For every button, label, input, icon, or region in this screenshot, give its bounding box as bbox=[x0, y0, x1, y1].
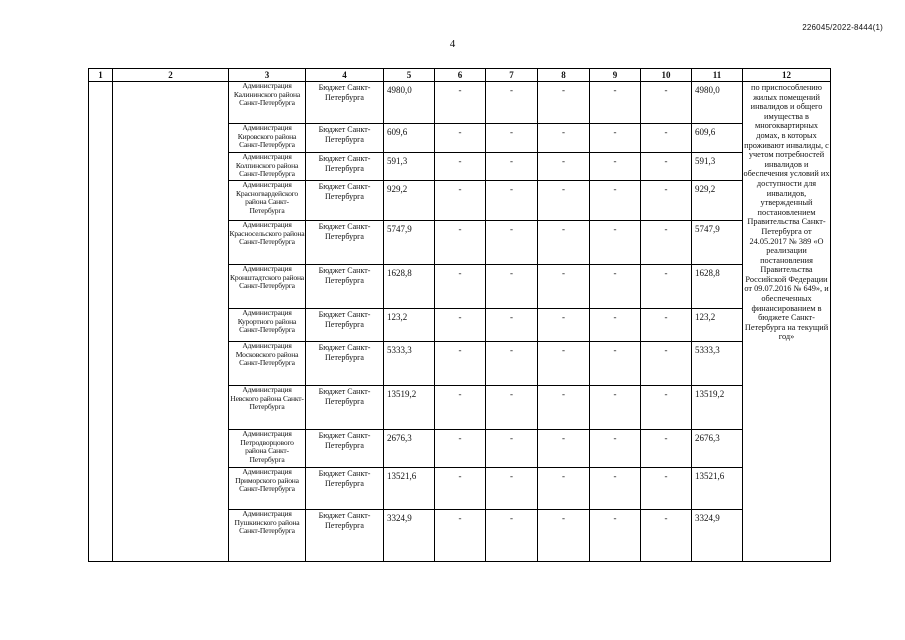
dash-cell: - bbox=[590, 386, 641, 430]
dash-cell: - bbox=[590, 342, 641, 386]
org-cell: Администрация Красногвардейского района Санкт-Петербурга bbox=[229, 181, 306, 221]
dash-cell: - bbox=[486, 181, 538, 221]
dash-cell: - bbox=[590, 82, 641, 124]
dash-cell: - bbox=[538, 82, 590, 124]
amount-cell: 5747,9 bbox=[384, 221, 435, 265]
dash-cell: - bbox=[435, 221, 486, 265]
org-cell: Администрация Кронштадтского района Санкт-Петербурга bbox=[229, 265, 306, 309]
budget-table bbox=[88, 68, 831, 562]
source-cell: Бюджет Санкт-Петербурга bbox=[306, 468, 384, 510]
dash-cell: - bbox=[538, 221, 590, 265]
total-cell: 4980,0 bbox=[692, 82, 743, 124]
amount-cell: 929,2 bbox=[384, 181, 435, 221]
col-header: 8 bbox=[538, 69, 590, 82]
col-header: 12 bbox=[743, 69, 831, 82]
amount-cell: 1628,8 bbox=[384, 265, 435, 309]
dash-cell: - bbox=[641, 386, 692, 430]
source-cell: Бюджет Санкт-Петербурга bbox=[306, 386, 384, 430]
col-header: 6 bbox=[435, 69, 486, 82]
dash-cell: - bbox=[538, 181, 590, 221]
dash-cell: - bbox=[641, 265, 692, 309]
source-cell: Бюджет Санкт-Петербурга bbox=[306, 124, 384, 153]
dash-cell: - bbox=[435, 386, 486, 430]
total-cell: 591,3 bbox=[692, 153, 743, 181]
amount-cell: 4980,0 bbox=[384, 82, 435, 124]
dash-cell: - bbox=[486, 124, 538, 153]
dash-cell: - bbox=[538, 124, 590, 153]
total-cell: 3324,9 bbox=[692, 510, 743, 562]
dash-cell: - bbox=[590, 430, 641, 468]
total-cell: 13521,6 bbox=[692, 468, 743, 510]
dash-cell: - bbox=[641, 181, 692, 221]
dash-cell: - bbox=[641, 342, 692, 386]
dash-cell: - bbox=[486, 342, 538, 386]
dash-cell: - bbox=[590, 265, 641, 309]
dash-cell: - bbox=[435, 510, 486, 562]
source-cell: Бюджет Санкт-Петербурга bbox=[306, 181, 384, 221]
dash-cell: - bbox=[538, 468, 590, 510]
col-header: 1 bbox=[89, 69, 113, 82]
org-cell: Администрация Красносельского района Санкт-Петербурга bbox=[229, 221, 306, 265]
source-cell: Бюджет Санкт-Петербурга bbox=[306, 510, 384, 562]
dash-cell: - bbox=[590, 181, 641, 221]
source-cell: Бюджет Санкт-Петербурга bbox=[306, 265, 384, 309]
table-row bbox=[89, 82, 831, 124]
col-header: 9 bbox=[590, 69, 641, 82]
amount-cell: 609,6 bbox=[384, 124, 435, 153]
org-cell: Администрация Московского района Санкт-Петербурга bbox=[229, 342, 306, 386]
col-header: 11 bbox=[692, 69, 743, 82]
org-cell: Администрация Невского района Санкт-Петербурга bbox=[229, 386, 306, 430]
dash-cell: - bbox=[590, 468, 641, 510]
amount-cell: 3324,9 bbox=[384, 510, 435, 562]
dash-cell: - bbox=[486, 309, 538, 342]
dash-cell: - bbox=[641, 82, 692, 124]
document-id: 226045/2022-8444(1) bbox=[802, 23, 883, 32]
dash-cell: - bbox=[641, 309, 692, 342]
total-cell: 123,2 bbox=[692, 309, 743, 342]
dash-cell: - bbox=[590, 124, 641, 153]
org-cell: Администрация Кировского района Санкт-Петербурга bbox=[229, 124, 306, 153]
col-header: 4 bbox=[306, 69, 384, 82]
amount-cell: 13519,2 bbox=[384, 386, 435, 430]
col-header: 5 bbox=[384, 69, 435, 82]
dash-cell: - bbox=[486, 430, 538, 468]
dash-cell: - bbox=[590, 510, 641, 562]
total-cell: 13519,2 bbox=[692, 386, 743, 430]
dash-cell: - bbox=[486, 468, 538, 510]
dash-cell: - bbox=[486, 221, 538, 265]
col2-cell bbox=[113, 82, 229, 562]
header-row bbox=[89, 69, 831, 82]
dash-cell: - bbox=[538, 342, 590, 386]
col-header: 2 bbox=[113, 69, 229, 82]
dash-cell: - bbox=[435, 181, 486, 221]
total-cell: 2676,3 bbox=[692, 430, 743, 468]
dash-cell: - bbox=[486, 153, 538, 181]
dash-cell: - bbox=[641, 124, 692, 153]
dash-cell: - bbox=[486, 265, 538, 309]
amount-cell: 123,2 bbox=[384, 309, 435, 342]
dash-cell: - bbox=[641, 221, 692, 265]
org-cell: Администрация Пушкинского района Санкт-Петербурга bbox=[229, 510, 306, 562]
col-header: 10 bbox=[641, 69, 692, 82]
amount-cell: 2676,3 bbox=[384, 430, 435, 468]
org-cell: Администрация Петродворцового района Санкт-Петербурга bbox=[229, 430, 306, 468]
col-header: 3 bbox=[229, 69, 306, 82]
source-cell: Бюджет Санкт-Петербурга bbox=[306, 430, 384, 468]
source-cell: Бюджет Санкт-Петербурга bbox=[306, 82, 384, 124]
dash-cell: - bbox=[435, 153, 486, 181]
source-cell: Бюджет Санкт-Петербурга bbox=[306, 153, 384, 181]
org-cell: Администрация Курортного района Санкт-Петербурга bbox=[229, 309, 306, 342]
dash-cell: - bbox=[538, 309, 590, 342]
dash-cell: - bbox=[538, 386, 590, 430]
source-cell: Бюджет Санкт-Петербурга bbox=[306, 342, 384, 386]
dash-cell: - bbox=[641, 468, 692, 510]
page-number: 4 bbox=[449, 38, 456, 50]
org-cell: Администрация Колпинского района Санкт-Петербурга bbox=[229, 153, 306, 181]
dash-cell: - bbox=[435, 430, 486, 468]
source-cell: Бюджет Санкт-Петербурга bbox=[306, 309, 384, 342]
dash-cell: - bbox=[435, 265, 486, 309]
total-cell: 609,6 bbox=[692, 124, 743, 153]
col1-cell bbox=[89, 82, 113, 562]
dash-cell: - bbox=[590, 221, 641, 265]
org-cell: Администрация Приморского района Санкт-Петербурга bbox=[229, 468, 306, 510]
dash-cell: - bbox=[538, 265, 590, 309]
dash-cell: - bbox=[486, 386, 538, 430]
dash-cell: - bbox=[641, 430, 692, 468]
col-header: 7 bbox=[486, 69, 538, 82]
dash-cell: - bbox=[590, 153, 641, 181]
dash-cell: - bbox=[538, 430, 590, 468]
total-cell: 5747,9 bbox=[692, 221, 743, 265]
dash-cell: - bbox=[641, 153, 692, 181]
amount-cell: 13521,6 bbox=[384, 468, 435, 510]
source-cell: Бюджет Санкт-Петербурга bbox=[306, 221, 384, 265]
dash-cell: - bbox=[538, 153, 590, 181]
dash-cell: - bbox=[435, 124, 486, 153]
program-description: по приспособлению жилых помещений инвалидов и общего имущества в многоквартирных домах, в которых проживают инвалиды, с учетом потребностей инвалидов и обеспечения условий их доступности для инвалидов, утвержденный постановлением Правительства Санкт-Петербурга от 24.05.2017 № 389 «О реализации постановления Правительства Российской Федерации от 09.07.2016 № 649», и обеспеченных финансированием в бюджете Санкт-Петербурга на текущий год» bbox=[743, 82, 831, 562]
dash-cell: - bbox=[435, 468, 486, 510]
dash-cell: - bbox=[590, 309, 641, 342]
amount-cell: 591,3 bbox=[384, 153, 435, 181]
dash-cell: - bbox=[538, 510, 590, 562]
org-cell: Администрация Калининского района Санкт-Петербурга bbox=[229, 82, 306, 124]
total-cell: 1628,8 bbox=[692, 265, 743, 309]
total-cell: 929,2 bbox=[692, 181, 743, 221]
dash-cell: - bbox=[641, 510, 692, 562]
amount-cell: 5333,3 bbox=[384, 342, 435, 386]
dash-cell: - bbox=[435, 309, 486, 342]
dash-cell: - bbox=[435, 82, 486, 124]
dash-cell: - bbox=[435, 342, 486, 386]
dash-cell: - bbox=[486, 82, 538, 124]
dash-cell: - bbox=[486, 510, 538, 562]
total-cell: 5333,3 bbox=[692, 342, 743, 386]
